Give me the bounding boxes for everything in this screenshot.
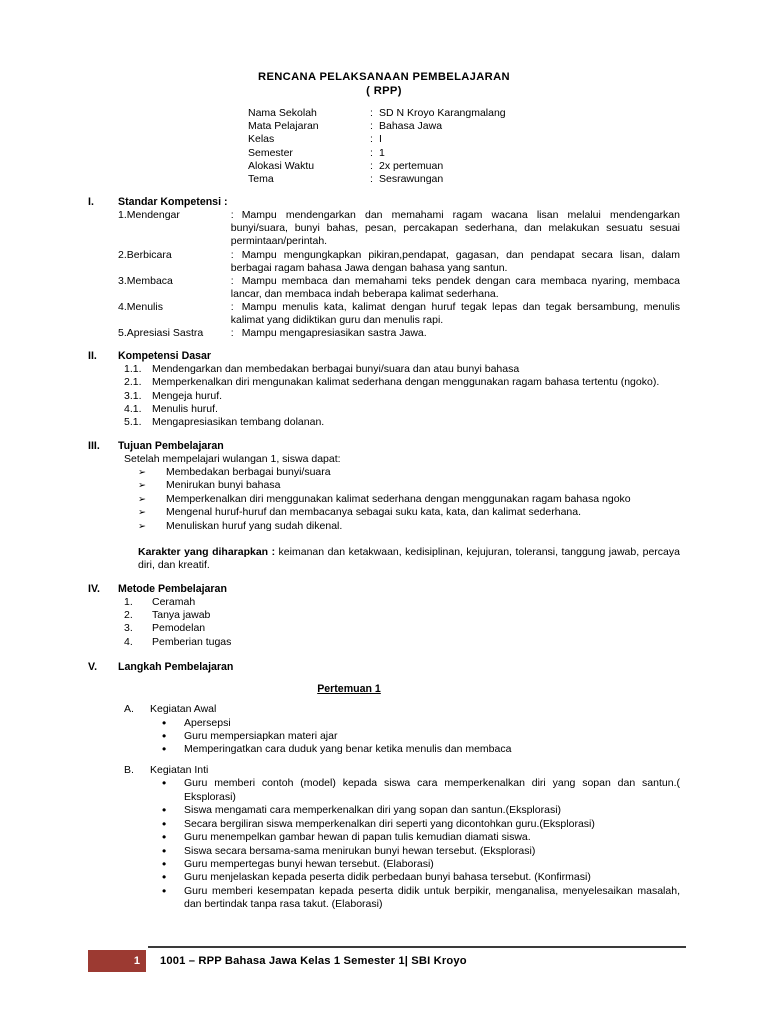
item-key: Berbicara [126,248,172,261]
section-numeral: III. [88,439,100,452]
item-text: Guru menempelkan gambar hewan di papan tulis kemudian diamati siswa. [184,831,531,844]
tujuan-item [88,466,680,479]
identity-table-body [248,107,506,186]
kompetensi-dasar-item [88,390,680,403]
identity-row-school [248,107,506,120]
item-value: : Mampu membaca dan memahami teks pendek dengan cara membaca nyaring, membaca lancar, dan membaca indah beberapa kalimat sederhana. [230,274,680,300]
section-title: Kompetensi Dasar [118,350,212,363]
item-text: Menulis huruf. [152,403,218,416]
tujuan-item [88,506,680,519]
identity-separator: : [370,107,373,119]
identity-row-class [248,133,506,146]
item-text: Siswa secara bersama-sama menirukan bunyi hewan tersebut. (Eksplorasi) [184,844,536,857]
identity-value: Sesrawungan [379,173,444,186]
identity-value: SD N Kroyo Karangmalang [379,107,506,119]
item-value-text: Mampu membaca dan memahami teks pendek dengan cara membaca nyaring, membaca lancar, dan membaca indah beberapa kalimat sederhana. [230,274,680,300]
kegiatan-item [88,818,680,831]
group-title: Kegiatan Awal [150,703,217,716]
item-text: Memperkenalkan diri menggunakan kalimat sederhana dengan menggunakan ragam bahasa ngoko [166,492,631,505]
section-langkah-pembelajaran [88,660,680,911]
dot-bullet-icon: • [162,843,167,858]
section-intro-text: Setelah mempelajari wulangan 1, siswa dapat: [124,452,341,465]
section-heading [88,349,680,363]
identity-label: Alokasi Waktu [248,159,315,172]
metode-item [88,622,680,635]
kegiatan-group-heading [88,764,680,778]
item-value-text: Mampu mengapresiasikan sastra Jawa. [241,327,427,340]
kegiatan-item [88,885,680,912]
document-title: RENCANA PELAKSANAAN PEMBELAJARAN [258,71,510,83]
section-heading [88,660,680,674]
kompetensi-dasar-item [88,403,680,416]
section-title: Standar Kompetensi : [118,196,228,209]
item-text: Apersepsi [184,716,231,729]
section-title: Langkah Pembelajaran [118,661,234,674]
item-text: Secara bergiliran siswa memperkenalkan diri seperti yang dicontohkan guru.(Eksplorasi) [184,817,595,830]
item-value-text: Mampu menulis kata, kalimat dengan huruf tegak lepas dan tegak bersambung, menulis kalimat yang didiktikan guru dan menulis rapi. [230,300,680,326]
metode-item [88,596,680,609]
item-text: Memperkenalkan diri mengunakan kalimat sederhana dengan menggunakan ragam bahasa tertentu (ngoko). [152,376,660,389]
kegiatan-group-heading [88,703,680,717]
kegiatan-item [88,831,680,844]
kegiatan-item [88,871,680,884]
section-title: Metode Pembelajaran [118,582,227,595]
item-text: Guru menjelaskan kepada peserta didik perbedaan bunyi bahasa tersebut. (Konfirmasi) [184,871,591,884]
identity-value: I [379,133,382,146]
metode-item [88,609,680,622]
section-numeral: II. [88,350,97,363]
item-text: Ceramah [152,595,196,608]
footer-text: 1001 – RPP Bahasa Jawa Kelas 1 Semester 1| SBI Kroyo [160,955,467,967]
identity-row-semester [248,147,506,160]
item-text: Siswa mengamati cara memperkenalkan diri yang sopan dan santun.(Eksplorasi) [184,804,562,817]
karakter-label: Karakter yang diharapkan : [138,546,276,559]
section-numeral: V. [88,661,98,674]
item-number: 2. [124,609,133,622]
arrow-bullet-icon: ➢ [138,493,146,505]
identity-row-subject [248,120,506,133]
identity-table [248,107,506,186]
dot-bullet-icon: • [162,816,167,831]
dot-bullet-icon: • [162,803,167,818]
pertemuan-heading [18,682,680,696]
item-value: : Mampu menulis kata, kalimat dengan huruf tegak lepas dan tegak bersambung, menulis kalimat yang didiktikan guru dan menulis rapi. [230,300,680,326]
group-letter: A. [124,703,134,716]
arrow-bullet-icon: ➢ [138,467,146,479]
section-numeral: IV. [88,582,100,595]
dot-bullet-icon: • [162,776,167,791]
item-number: 1.1. [124,363,142,376]
identity-row-time-allocation [248,160,506,173]
kompetensi-item [88,301,680,327]
dot-bullet-icon: • [162,830,167,845]
section-numeral: I. [88,196,94,209]
tujuan-item [88,479,680,492]
item-value: : Mampu mengungkapkan pikiran,pendapat, gagasan, dan pendapat secara lisan, dalam berbagai ragam bahasa Jawa dengan bahasa yang santun. [230,248,680,274]
item-text: Mengapresiasikan tembang dolanan. [152,416,325,429]
kompetensi-item [88,209,680,248]
item-text: Menirukan bunyi bahasa [166,479,281,492]
kompetensi-item [88,249,680,275]
identity-value: 2x pertemuan [379,159,444,172]
identity-separator: : [370,146,373,159]
page-footer [88,946,686,972]
identity-separator: : [370,173,373,186]
group-title: Kegiatan Inti [150,763,209,776]
identity-label: Tema [248,173,274,186]
arrow-bullet-icon: ➢ [138,520,146,532]
item-text: Menuliskan huruf yang sudah dikenal. [166,519,343,532]
item-number: 2. [118,248,127,261]
item-text: Mendengarkan dan membedakan berbagai bunyi/suara dan atau bunyi bahasa [152,363,520,376]
dot-bullet-icon: • [162,742,167,757]
identity-separator: : [370,120,373,133]
page-number-badge: 1 [88,950,146,972]
section-kompetensi-dasar [88,349,680,429]
item-text: Membedakan berbagai bunyi/suara [166,466,331,479]
kegiatan-item [88,858,680,871]
identity-row-theme [248,173,506,186]
identity-value: Bahasa Jawa [379,120,443,133]
item-key: Membaca [126,274,173,287]
item-number: 3. [118,274,127,287]
kegiatan-item [88,804,680,817]
document-subtitle: ( RPP) [366,85,402,97]
item-text: Guru mempersiapkan materi ajar [184,730,338,743]
item-text: Mengeja huruf. [152,389,223,402]
item-text: Guru memberi contoh (model) kepada siswa cara memperkenalkan diri yang sopan dan santun.( Eksplorasi) [184,777,680,803]
dot-bullet-icon: • [162,856,167,871]
item-key: Menulis [126,300,163,313]
section-standar-kompetensi [88,195,680,340]
dot-bullet-icon: • [162,729,167,744]
dot-bullet-icon: • [162,883,167,898]
kompetensi-dasar-item [88,416,680,429]
pertemuan-label: Pertemuan 1 [317,683,381,696]
item-key: Mendengar [126,209,180,222]
identity-label: Mata Pelajaran [248,120,319,133]
item-number: 4.1. [124,403,142,416]
item-number: 1. [124,595,133,608]
kompetensi-dasar-item [88,363,680,376]
kegiatan-item [88,743,680,756]
item-text: Guru memberi kesempatan kepada peserta didik untuk berpikir, menganalisa, menyelesaikan masalah, dan bertindak tanpa rasa takut. (Elaborasi) [184,884,680,911]
item-number: 3.1. [124,389,142,402]
dot-bullet-icon: • [162,715,167,730]
kegiatan-item [88,717,680,730]
metode-item [88,636,680,649]
item-text: Guru mempertegas bunyi hewan tersebut. (Elaborasi) [184,857,434,870]
item-text: Pemodelan [152,622,206,635]
karakter-text: keimanan dan ketakwaan, kedisiplinan, kejujuran, toleransi, tanggung jawab, percaya diri, dan kreatif. [138,546,680,572]
arrow-bullet-icon: ➢ [138,507,146,519]
kegiatan-item [88,845,680,858]
item-number: 1. [118,209,127,222]
tujuan-item [88,520,680,533]
item-value: : Mampu mendengarkan dan memahami ragam wacana lisan melalui mendengarkan bunyi/suara, bunyi bahas, pesan, percakapan sederhana, dan melakukan sesuatu sesuai permintaan/perintah. [230,209,680,248]
item-number: 3. [124,622,133,635]
kompetensi-dasar-item [88,376,680,389]
item-value-text: Mampu mengungkapkan pikiran,pendapat, gagasan, dan pendapat secara lisan, dalam berbagai ragam bahasa Jawa dengan bahasa yang santun. [230,248,680,274]
identity-label: Kelas [248,133,275,146]
group-letter: B. [124,763,134,776]
section-title: Tujuan Pembelajaran [118,439,224,452]
item-text: Mengenal huruf-huruf dan membacanya sebagai suku kata, kata, dan kalimat sederhana. [166,506,582,519]
kegiatan-item [88,730,680,743]
identity-label: Nama Sekolah [248,107,317,119]
kompetensi-item [88,327,680,340]
identity-value: 1 [379,146,385,159]
item-text: Tanya jawab [152,609,211,622]
kompetensi-item [88,275,680,301]
item-number: 5. [118,327,127,340]
item-number: 2.1. [124,376,142,389]
item-number: 4. [118,300,127,313]
item-value: : Mampu mengapresiasikan sastra Jawa. [230,327,427,340]
footer-divider [148,946,686,948]
kegiatan-item [88,777,680,804]
section-heading [88,195,680,209]
section-metode-pembelajaran [88,582,680,649]
identity-label: Semester [248,146,293,159]
item-number: 5.1. [124,416,142,429]
section-tujuan-pembelajaran [88,439,680,573]
section-heading [88,439,680,453]
identity-separator: : [370,133,373,146]
item-key: Apresiasi Sastra [126,327,204,340]
arrow-bullet-icon: ➢ [138,480,146,492]
item-text: Pemberian tugas [152,635,232,648]
identity-separator: : [370,159,373,172]
section-heading [88,582,680,596]
karakter-paragraph [88,546,680,573]
item-number: 4. [124,635,133,648]
dot-bullet-icon: • [162,870,167,885]
item-value-text: Mampu mendengarkan dan memahami ragam wacana lisan melalui mendengarkan bunyi/suara, bunyi bahas, pesan, percakapan sederhana, dan melakukan sesuatu sesuai permintaan/perintah. [230,209,680,248]
item-text: Memperingatkan cara duduk yang benar ketika menulis dan membaca [184,743,512,756]
tujuan-item [88,493,680,506]
